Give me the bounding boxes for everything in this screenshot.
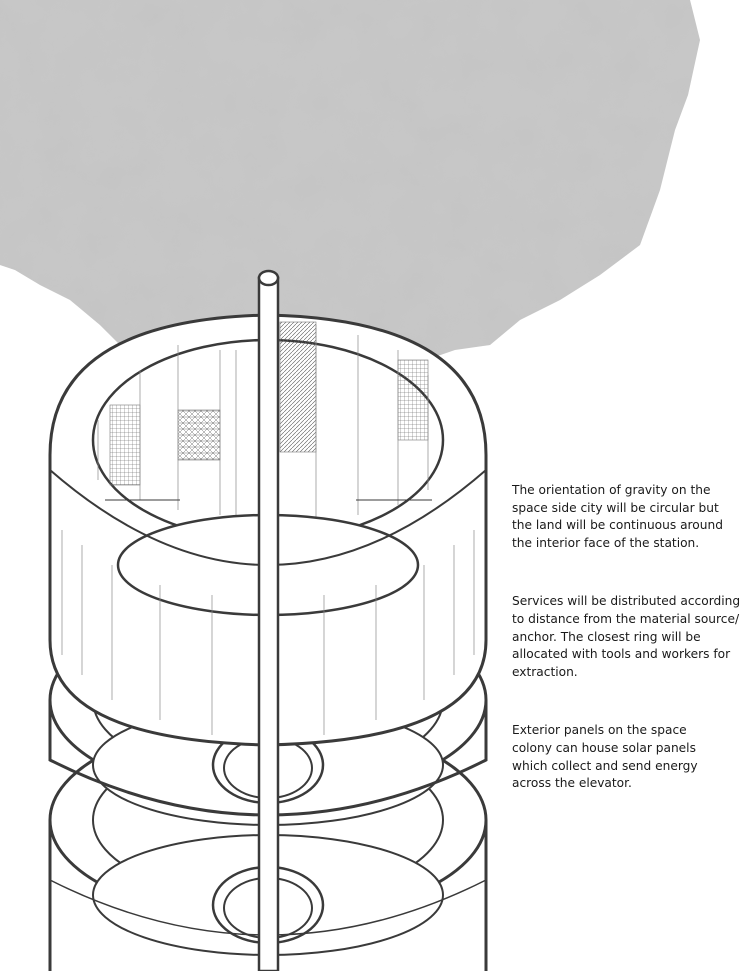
note-solar-panels: Exterior panels on the space colony can house solar panels which collect and send energy across the elevator.: [512, 723, 698, 791]
annotation-notes: [512, 482, 748, 834]
note-services: Services will be distributed according to distance from the material source/ anchor. The closest ring will be allocated with tools and workers for extraction.: [512, 594, 741, 679]
elevator-tether: [259, 271, 278, 971]
note-gravity: The orientation of gravity on the space side city will be circular but the land will be continuous around the interior face of the station.: [512, 483, 723, 550]
